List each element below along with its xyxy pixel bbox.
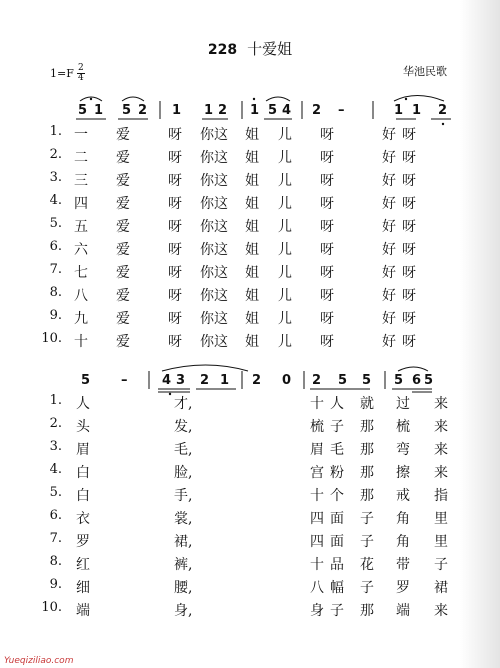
lyric-word: 呀	[168, 265, 182, 281]
lyric-word: 儿	[278, 173, 292, 189]
lyric-word: 四	[310, 534, 324, 550]
lyric-word: 人	[76, 396, 90, 412]
lyric-word: 花	[360, 557, 374, 573]
lyric-word: 弯	[396, 442, 410, 458]
lyric-word: 幅	[330, 580, 344, 596]
lyric-word: 呀	[402, 219, 416, 235]
lyric-word: 面	[330, 511, 344, 527]
lyric-word: 十	[310, 396, 324, 412]
lyric-word: 那	[360, 442, 374, 458]
verse-number: 6.	[49, 508, 62, 523]
note: 2	[200, 373, 210, 388]
lyric-word: 八	[310, 580, 324, 596]
note: 1	[204, 103, 214, 118]
lyric-word: 一	[74, 127, 88, 143]
verse-number: 1.	[49, 124, 62, 139]
note: 1	[172, 103, 182, 118]
lyric-word: 端	[396, 603, 410, 619]
lyric-word: 擦	[396, 465, 410, 481]
lyric-word: 六	[74, 242, 88, 258]
lyric-word: 爱	[116, 242, 130, 258]
verse-number: 2.	[49, 147, 62, 162]
lyric-word: 子	[330, 603, 344, 619]
time-signature	[77, 64, 85, 83]
lyric-word: 呀	[320, 173, 334, 189]
lyric-word: 呀	[320, 265, 334, 281]
note: 5	[424, 373, 434, 388]
note: –	[121, 373, 128, 388]
lyric-word: 四	[310, 511, 324, 527]
lyric-word: 爱	[116, 219, 130, 235]
note: 5	[362, 373, 372, 388]
lyric-word: 你这	[200, 265, 228, 281]
note: 2	[252, 373, 262, 388]
note: 0	[282, 373, 292, 388]
lyric-word: 呀	[402, 150, 416, 166]
note: 5	[268, 103, 278, 118]
verse-number: 3.	[49, 170, 62, 185]
note: 2	[138, 103, 148, 118]
verse-number: 3.	[49, 439, 62, 454]
lyric-word: 呀	[168, 196, 182, 212]
key-label: 1=F	[50, 67, 74, 80]
lyric-word: 呀	[168, 127, 182, 143]
lyric-word: 身	[310, 603, 324, 619]
lyric-word: 呀	[402, 265, 416, 281]
lyric-word: 那	[360, 603, 374, 619]
lyric-word: 爱	[116, 196, 130, 212]
lyric-word: 你这	[200, 196, 228, 212]
watermark: Yueqiziliao.com	[4, 656, 74, 666]
song-number: 228	[207, 42, 238, 58]
lyric-word: 子	[434, 557, 448, 573]
lyric-word: 四	[74, 196, 88, 212]
lyric-word: 子	[360, 534, 374, 550]
lyric-word: 来	[434, 603, 448, 619]
lyric-word: 呀	[168, 219, 182, 235]
lyric-word: 来	[434, 442, 448, 458]
lyric-word: 姐	[245, 311, 259, 327]
verse-number: 5.	[49, 485, 62, 500]
lyric-word: 角	[396, 534, 410, 550]
lyric-word: 爱	[116, 173, 130, 189]
lyric-word: 你这	[200, 242, 228, 258]
key-signature	[50, 64, 85, 83]
lyric-word: 来	[434, 419, 448, 435]
note: 1	[220, 373, 230, 388]
note: –	[338, 103, 345, 118]
lyric-word: 儿	[278, 265, 292, 281]
lyric-word: 九	[74, 311, 88, 327]
lyric-word: 罗	[396, 580, 410, 596]
note: 2	[312, 103, 322, 118]
lyric-word: 带	[396, 557, 410, 573]
lyric-word: 呀	[320, 219, 334, 235]
lyric-word: 儿	[278, 150, 292, 166]
verse-number: 4.	[49, 193, 62, 208]
lyric-word: 姐	[245, 127, 259, 143]
lyric-word: 呀	[320, 334, 334, 350]
verse-number: 10.	[41, 600, 62, 615]
lyric-word: 十	[74, 334, 88, 350]
verse-number: 4.	[49, 462, 62, 477]
lyric-word: 呀	[168, 334, 182, 350]
lyric-word: 裳,	[174, 511, 193, 527]
lyric-word: 儿	[278, 127, 292, 143]
lyric-word: 角	[396, 511, 410, 527]
lyric-word: 七	[74, 265, 88, 281]
lyric-word: 个	[330, 488, 344, 504]
lyric-word: 好	[382, 127, 396, 143]
lyric-word: 来	[434, 465, 448, 481]
note: 1	[412, 103, 422, 118]
lyric-word: 姐	[245, 150, 259, 166]
lyric-word: 呀	[168, 288, 182, 304]
lyric-word: 呀	[320, 127, 334, 143]
lyric-word: 身,	[174, 603, 193, 619]
lyric-word: 你这	[200, 127, 228, 143]
lyric-word: 呀	[168, 150, 182, 166]
lyric-word: 好	[382, 311, 396, 327]
lyric-word: 呀	[402, 127, 416, 143]
lyric-word: 好	[382, 219, 396, 235]
lyric-word: 你这	[200, 219, 228, 235]
lyric-word: 爱	[116, 150, 130, 166]
lyric-word: 细	[76, 580, 90, 596]
lyric-word: 爱	[116, 334, 130, 350]
song-title	[0, 38, 500, 59]
lyric-word: 姐	[245, 196, 259, 212]
note: 5	[338, 373, 348, 388]
lyric-word: 爱	[116, 288, 130, 304]
lyric-word: 呀	[320, 150, 334, 166]
lyric-word: 十	[310, 557, 324, 573]
lyric-word: 呀	[402, 288, 416, 304]
lyric-word: 白	[76, 465, 90, 481]
lyric-word: 才,	[174, 396, 193, 412]
lyric-word: 好	[382, 150, 396, 166]
lyric-word: 那	[360, 419, 374, 435]
lyric-word: 子	[330, 419, 344, 435]
lyric-word: 姐	[245, 288, 259, 304]
lyric-word: 呀	[320, 242, 334, 258]
lyric-word: 红	[76, 557, 90, 573]
lyric-word: 姐	[245, 334, 259, 350]
note: 6	[412, 373, 422, 388]
lyric-word: 衣	[76, 511, 90, 527]
lyric-word: 好	[382, 196, 396, 212]
lyric-word: 呀	[320, 311, 334, 327]
lyric-word: 二	[74, 150, 88, 166]
time-top: 2	[77, 63, 84, 73]
lyric-word: 呀	[402, 173, 416, 189]
verse-number: 1.	[49, 393, 62, 408]
lyric-word: 姐	[245, 173, 259, 189]
lyric-word: 姐	[245, 265, 259, 281]
song-name: 十爱姐	[247, 40, 293, 58]
lyric-word: 白	[76, 488, 90, 504]
lyric-word: 面	[330, 534, 344, 550]
lyric-word: 姐	[245, 242, 259, 258]
lyric-word: 那	[360, 465, 374, 481]
lyric-word: 就	[360, 396, 374, 412]
verse-number: 8.	[49, 285, 62, 300]
lyric-word: 呀	[402, 196, 416, 212]
lyric-word: 呀	[402, 334, 416, 350]
lyric-word: 三	[74, 173, 88, 189]
verse-number: 10.	[41, 331, 62, 346]
verse-number: 6.	[49, 239, 62, 254]
lyric-word: 过	[396, 396, 410, 412]
verse-number: 2.	[49, 416, 62, 431]
lyric-word: 粉	[330, 465, 344, 481]
lyric-word: 裤,	[174, 557, 193, 573]
verse-number: 7.	[49, 531, 62, 546]
lyric-word: 眉	[310, 442, 324, 458]
lyric-word: 儿	[278, 288, 292, 304]
notation-marks-2	[76, 365, 476, 395]
lyric-word: 五	[74, 219, 88, 235]
notation-marks-1	[76, 95, 476, 125]
lyric-word: 毛,	[174, 442, 193, 458]
lyric-word: 手,	[174, 488, 193, 504]
verse-number: 7.	[49, 262, 62, 277]
note: 3	[176, 373, 186, 388]
lyric-word: 呀	[168, 242, 182, 258]
note: 2	[218, 103, 228, 118]
lyric-word: 呀	[168, 173, 182, 189]
note: 4	[162, 373, 172, 388]
lyric-word: 好	[382, 334, 396, 350]
lyric-word: 头	[76, 419, 90, 435]
note: 4	[282, 103, 292, 118]
lyric-word: 好	[382, 173, 396, 189]
lyric-word: 你这	[200, 311, 228, 327]
composer-label: 华池民歌	[403, 65, 447, 78]
note: 5	[394, 373, 404, 388]
lyric-word: 爱	[116, 265, 130, 281]
lyric-word: 儿	[278, 219, 292, 235]
note: 5	[81, 373, 91, 388]
note: 1	[394, 103, 404, 118]
lyric-word: 端	[76, 603, 90, 619]
lyric-word: 呀	[320, 196, 334, 212]
lyric-word: 毛	[330, 442, 344, 458]
lyric-word: 儿	[278, 334, 292, 350]
lyric-word: 你这	[200, 173, 228, 189]
lyric-word: 好	[382, 265, 396, 281]
lyric-word: 发,	[174, 419, 193, 435]
lyric-word: 呀	[402, 242, 416, 258]
lyric-word: 指	[434, 488, 448, 504]
lyric-word: 儿	[278, 196, 292, 212]
verse-number: 8.	[49, 554, 62, 569]
notation-line-1	[76, 95, 476, 125]
lyric-word: 子	[360, 580, 374, 596]
lyric-word: 八	[74, 288, 88, 304]
lyric-word: 子	[360, 511, 374, 527]
note: 5	[122, 103, 132, 118]
lyric-word: 十	[310, 488, 324, 504]
verse-number: 9.	[49, 308, 62, 323]
lyric-word: 儿	[278, 311, 292, 327]
lyric-word: 裙,	[174, 534, 193, 550]
lyric-word: 来	[434, 396, 448, 412]
lyric-word: 呀	[402, 311, 416, 327]
lyric-word: 人	[330, 396, 344, 412]
lyric-word: 儿	[278, 242, 292, 258]
lyric-word: 罗	[76, 534, 90, 550]
notation-line-2	[76, 365, 476, 395]
lyric-word: 裙	[434, 580, 448, 596]
lyric-word: 好	[382, 288, 396, 304]
note: 2	[438, 103, 448, 118]
lyric-word: 脸,	[174, 465, 193, 481]
lyric-word: 腰,	[174, 580, 193, 596]
lyric-word: 爱	[116, 311, 130, 327]
lyric-word: 里	[434, 534, 448, 550]
lyric-word: 爱	[116, 127, 130, 143]
lyric-word: 你这	[200, 334, 228, 350]
time-bottom: 4	[77, 73, 84, 83]
verse-number: 5.	[49, 216, 62, 231]
lyric-word: 你这	[200, 150, 228, 166]
lyric-word: 里	[434, 511, 448, 527]
lyric-word: 呀	[320, 288, 334, 304]
note: 5	[78, 103, 88, 118]
lyric-word: 品	[330, 557, 344, 573]
note: 1	[250, 103, 260, 118]
lyric-word: 那	[360, 488, 374, 504]
lyric-word: 眉	[76, 442, 90, 458]
verse-number: 9.	[49, 577, 62, 592]
lyric-word: 宫	[310, 465, 324, 481]
lyric-word: 戒	[396, 488, 410, 504]
lyric-word: 梳	[310, 419, 324, 435]
note: 1	[94, 103, 104, 118]
lyric-word: 好	[382, 242, 396, 258]
lyric-word: 呀	[168, 311, 182, 327]
lyric-word: 姐	[245, 219, 259, 235]
note: 2	[312, 373, 322, 388]
lyric-word: 你这	[200, 288, 228, 304]
lyric-word: 梳	[396, 419, 410, 435]
